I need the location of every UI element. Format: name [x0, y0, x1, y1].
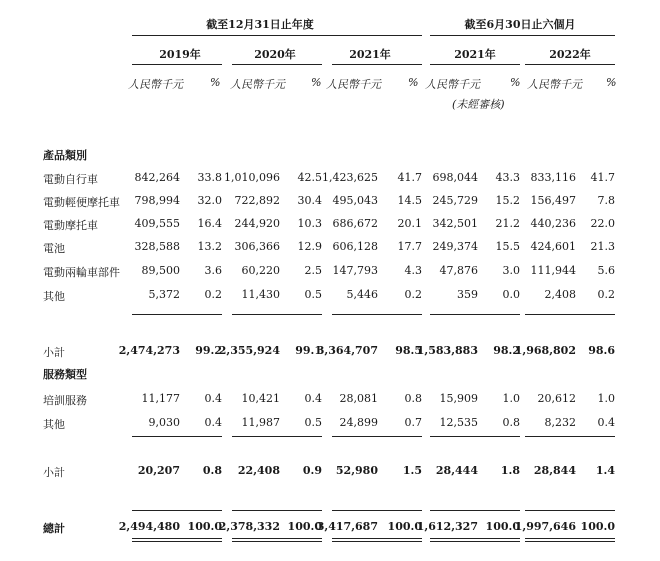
percent-cell: 99.1 — [295, 344, 322, 357]
percent-cell: 43.3 — [495, 171, 520, 184]
percent-cell: 13.2 — [197, 240, 222, 253]
pct-header: % — [210, 76, 221, 89]
percent-cell: 22.0 — [590, 217, 615, 230]
total-double-rule — [525, 538, 615, 542]
row-label: 電動兩輪車部件 — [43, 266, 120, 279]
subtotal-rule — [232, 436, 322, 437]
percent-cell: 100.0 — [485, 520, 520, 533]
percent-cell: 0.2 — [404, 288, 422, 301]
amount-cell: 28,844 — [533, 464, 576, 477]
unit-header: 人民幣千元 — [326, 78, 381, 91]
amount-cell: 495,043 — [332, 194, 378, 207]
row-label: 電動輕便摩托車 — [43, 196, 120, 209]
percent-cell: 0.8 — [502, 416, 520, 429]
subtotal-rule — [525, 436, 615, 437]
total-rule — [332, 510, 422, 511]
percent-cell: 41.7 — [590, 171, 615, 184]
subtotal-rule — [430, 314, 520, 315]
amount-cell: 11,430 — [241, 288, 280, 301]
amount-cell: 2,474,273 — [118, 344, 180, 357]
row-label: 電池 — [43, 242, 65, 255]
percent-cell: 14.5 — [397, 194, 422, 207]
total-double-rule — [430, 538, 520, 542]
pct-header: % — [510, 76, 521, 89]
amount-cell: 156,497 — [530, 194, 576, 207]
amount-cell: 1,968,802 — [514, 344, 576, 357]
percent-cell: 0.0 — [502, 288, 520, 301]
percent-cell: 0.5 — [304, 288, 322, 301]
amount-cell: 342,501 — [432, 217, 478, 230]
amount-cell: 1,423,625 — [322, 171, 378, 184]
percent-cell: 15.5 — [495, 240, 520, 253]
amount-cell: 440,236 — [530, 217, 576, 230]
amount-cell: 245,729 — [432, 194, 478, 207]
amount-cell: 833,116 — [530, 171, 576, 184]
amount-cell: 8,232 — [544, 416, 576, 429]
percent-cell: 98.6 — [588, 344, 615, 357]
percent-cell: 10.3 — [297, 217, 322, 230]
amount-cell: 244,920 — [234, 217, 280, 230]
amount-cell: 306,366 — [234, 240, 280, 253]
amount-cell: 1,612,327 — [416, 520, 478, 533]
percent-cell: 4.3 — [404, 264, 422, 277]
percent-cell: 17.7 — [397, 240, 422, 253]
amount-cell: 2,378,332 — [218, 520, 280, 533]
unit-header: 人民幣千元 — [230, 78, 285, 91]
subtotal-rule — [132, 314, 222, 315]
percent-cell: 0.4 — [304, 392, 322, 405]
amount-cell: 798,994 — [134, 194, 180, 207]
year-rule — [430, 64, 520, 65]
percent-cell: 2.5 — [304, 264, 322, 277]
percent-cell: 16.4 — [197, 217, 222, 230]
row-label: 小計 — [43, 466, 65, 479]
percent-cell: 99.2 — [195, 344, 222, 357]
percent-cell: 5.6 — [597, 264, 615, 277]
percent-cell: 1.4 — [595, 464, 615, 477]
percent-cell: 3.0 — [502, 264, 520, 277]
percent-cell: 0.2 — [597, 288, 615, 301]
pct-header: % — [408, 76, 419, 89]
percent-cell: 0.4 — [204, 416, 222, 429]
row-label: 其他 — [43, 418, 65, 431]
year-header: 2022年 — [549, 48, 591, 61]
percent-cell: 1.0 — [502, 392, 520, 405]
amount-cell: 9,030 — [148, 416, 180, 429]
percent-cell: 32.0 — [197, 194, 222, 207]
unit-header: 人民幣千元 — [425, 78, 480, 91]
percent-cell: 0.8 — [202, 464, 222, 477]
amount-cell: 2,408 — [544, 288, 576, 301]
year-header: 2021年 — [454, 48, 496, 61]
subtotal-rule — [332, 314, 422, 315]
amount-cell: 1,010,096 — [224, 171, 280, 184]
percent-cell: 100.0 — [580, 520, 615, 533]
percent-cell: 98.5 — [395, 344, 422, 357]
row-label: 小計 — [43, 346, 65, 359]
percent-cell: 42.5 — [297, 171, 322, 184]
amount-cell: 111,944 — [530, 264, 576, 277]
percent-cell: 0.4 — [204, 392, 222, 405]
total-double-rule — [132, 538, 222, 542]
total-double-rule — [232, 538, 322, 542]
amount-cell: 424,601 — [530, 240, 576, 253]
percent-cell: 98.2 — [493, 344, 520, 357]
percent-cell: 12.9 — [297, 240, 322, 253]
amount-cell: 842,264 — [134, 171, 180, 184]
percent-cell: 0.2 — [204, 288, 222, 301]
percent-cell: 20.1 — [397, 217, 422, 230]
percent-cell: 1.0 — [597, 392, 615, 405]
percent-cell: 30.4 — [297, 194, 322, 207]
period-fy-rule — [132, 35, 422, 36]
amount-cell: 698,044 — [432, 171, 478, 184]
amount-cell: 12,535 — [439, 416, 478, 429]
amount-cell: 147,793 — [332, 264, 378, 277]
amount-cell: 1,997,646 — [514, 520, 576, 533]
percent-cell: 100.0 — [187, 520, 222, 533]
amount-cell: 3,364,707 — [316, 344, 378, 357]
amount-cell: 3,417,687 — [316, 520, 378, 533]
year-header: 2021年 — [349, 48, 391, 61]
percent-cell: 1.5 — [402, 464, 422, 477]
total-rule — [132, 510, 222, 511]
amount-cell: 328,588 — [134, 240, 180, 253]
amount-cell: 606,128 — [332, 240, 378, 253]
percent-cell: 100.0 — [387, 520, 422, 533]
row-label: 其他 — [43, 290, 65, 303]
period-fy-header: 截至12月31日止年度 — [206, 18, 314, 31]
percent-cell: 21.3 — [590, 240, 615, 253]
row-label: 電動自行車 — [43, 173, 98, 186]
percent-cell: 0.8 — [404, 392, 422, 405]
total-double-rule — [332, 538, 422, 542]
amount-cell: 2,355,924 — [218, 344, 280, 357]
subtotal-rule — [332, 436, 422, 437]
percent-cell: 15.2 — [495, 194, 520, 207]
amount-cell: 1,583,883 — [416, 344, 478, 357]
amount-cell: 5,446 — [346, 288, 378, 301]
unit-header: 人民幣千元 — [128, 78, 183, 91]
percent-cell: 0.7 — [404, 416, 422, 429]
percent-cell: 21.2 — [495, 217, 520, 230]
amount-cell: 5,372 — [148, 288, 180, 301]
amount-cell: 60,220 — [241, 264, 280, 277]
amount-cell: 47,876 — [439, 264, 478, 277]
amount-cell: 15,909 — [439, 392, 478, 405]
subtotal-rule — [430, 436, 520, 437]
amount-cell: 20,207 — [137, 464, 180, 477]
total-rule — [430, 510, 520, 511]
amount-cell: 359 — [457, 288, 478, 301]
amount-cell: 409,555 — [134, 217, 180, 230]
subtotal-rule — [132, 436, 222, 437]
amount-cell: 686,672 — [332, 217, 378, 230]
amount-cell: 20,612 — [537, 392, 576, 405]
percent-cell: 3.6 — [204, 264, 222, 277]
amount-cell: 22,408 — [237, 464, 280, 477]
percent-cell: 33.8 — [197, 171, 222, 184]
amount-cell: 2,494,480 — [118, 520, 180, 533]
amount-cell: 24,899 — [339, 416, 378, 429]
total-rule — [232, 510, 322, 511]
percent-cell: 41.7 — [397, 171, 422, 184]
percent-cell: 7.8 — [597, 194, 615, 207]
unaudited-note: (未經審核) — [452, 98, 505, 111]
row-label: 總計 — [43, 522, 65, 535]
year-header: 2019年 — [159, 48, 201, 61]
year-header: 2020年 — [254, 48, 296, 61]
percent-cell: 0.4 — [597, 416, 615, 429]
amount-cell: 28,444 — [435, 464, 478, 477]
pct-header: % — [606, 76, 617, 89]
year-rule — [525, 64, 615, 65]
amount-cell: 11,177 — [141, 392, 180, 405]
year-rule — [332, 64, 422, 65]
amount-cell: 89,500 — [141, 264, 180, 277]
year-rule — [132, 64, 222, 65]
row-label: 培訓服務 — [43, 394, 87, 407]
subtotal-rule — [232, 314, 322, 315]
percent-cell: 0.5 — [304, 416, 322, 429]
percent-cell: 1.8 — [500, 464, 520, 477]
period-h1-rule — [430, 35, 615, 36]
amount-cell: 722,892 — [234, 194, 280, 207]
amount-cell: 11,987 — [241, 416, 280, 429]
section-title-products: 產品類別 — [43, 149, 87, 162]
amount-cell: 28,081 — [339, 392, 378, 405]
amount-cell: 10,421 — [241, 392, 280, 405]
year-rule — [232, 64, 322, 65]
section-title-services: 服務類型 — [43, 368, 87, 381]
subtotal-rule — [525, 314, 615, 315]
percent-cell: 0.9 — [302, 464, 322, 477]
row-label: 電動摩托車 — [43, 219, 98, 232]
amount-cell: 52,980 — [335, 464, 378, 477]
pct-header: % — [311, 76, 322, 89]
period-h1-header: 截至6月30日止六個月 — [464, 18, 576, 31]
total-rule — [525, 510, 615, 511]
amount-cell: 249,374 — [432, 240, 478, 253]
percent-cell: 100.0 — [287, 520, 322, 533]
unit-header: 人民幣千元 — [527, 78, 582, 91]
